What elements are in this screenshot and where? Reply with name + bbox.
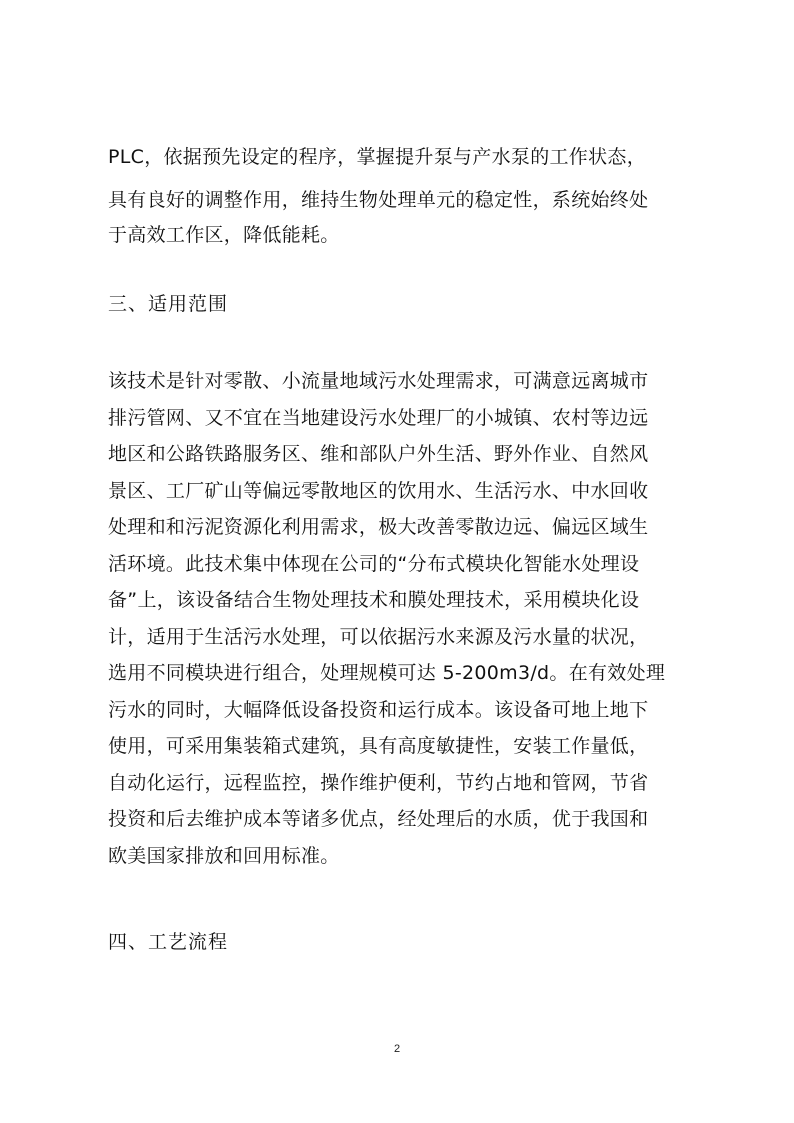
- paragraph-line: 地区和公路铁路服务区、维和部队户外生活、野外作业、自然风: [108, 443, 649, 465]
- paragraph-line: 备”上，该设备结合生物处理技术和膜处理技术，采用模块化设: [108, 589, 640, 611]
- paragraph-line: 自动化运行，远程监控，操作维护便利，节约占地和管网，节省: [108, 772, 649, 794]
- paragraph-line: 排污管网、又不宜在当地建设污水处理厂的小城镇、农村等边远: [108, 407, 649, 429]
- paragraph-line: 具有良好的调整作用，维持生物处理单元的稳定性，系统始终处: [108, 189, 649, 211]
- paragraph-line: PLC，依据预先设定的程序，掌握提升泵与产水泵的工作状态，: [108, 146, 647, 168]
- paragraph-line: 处理和和污泥资源化利用需求，极大改善零散边远、偏远区域生: [108, 516, 649, 538]
- section-heading: 三、适用范围: [108, 293, 229, 315]
- page-number: 2: [393, 1043, 401, 1055]
- section-heading: 四、工艺流程: [108, 931, 229, 953]
- paragraph-line: 景区、工厂矿山等偏远零散地区的饮用水、生活污水、中水回收: [108, 480, 649, 502]
- paragraph-line: 投资和后去维护成本等诸多优点，经处理后的水质，优于我国和: [108, 808, 649, 830]
- paragraph-line: 欧美国家排放和回用标准。: [108, 845, 340, 867]
- paragraph-line: 选用不同模块进行组合，处理规模可达 5-200m3/d。在有效处理: [108, 662, 666, 684]
- paragraph-line: 活环境。此技术集中体现在公司的“分布式模块化智能水处理设: [108, 553, 640, 575]
- paragraph-line: 计，适用于生活污水处理，可以依据污水来源及污水量的状况，: [108, 626, 649, 648]
- paragraph-line: 使用，可采用集装箱式建筑，具有高度敏捷性，安装工作量低，: [108, 735, 649, 757]
- paragraph-line: 污水的同时，大幅降低设备投资和运行成本。该设备可地上地下: [108, 699, 649, 721]
- paragraph-line: 于高效工作区，降低能耗。: [108, 224, 340, 246]
- paragraph-line: 该技术是针对零散、小流量地域污水处理需求，可满意远离城市: [108, 370, 649, 392]
